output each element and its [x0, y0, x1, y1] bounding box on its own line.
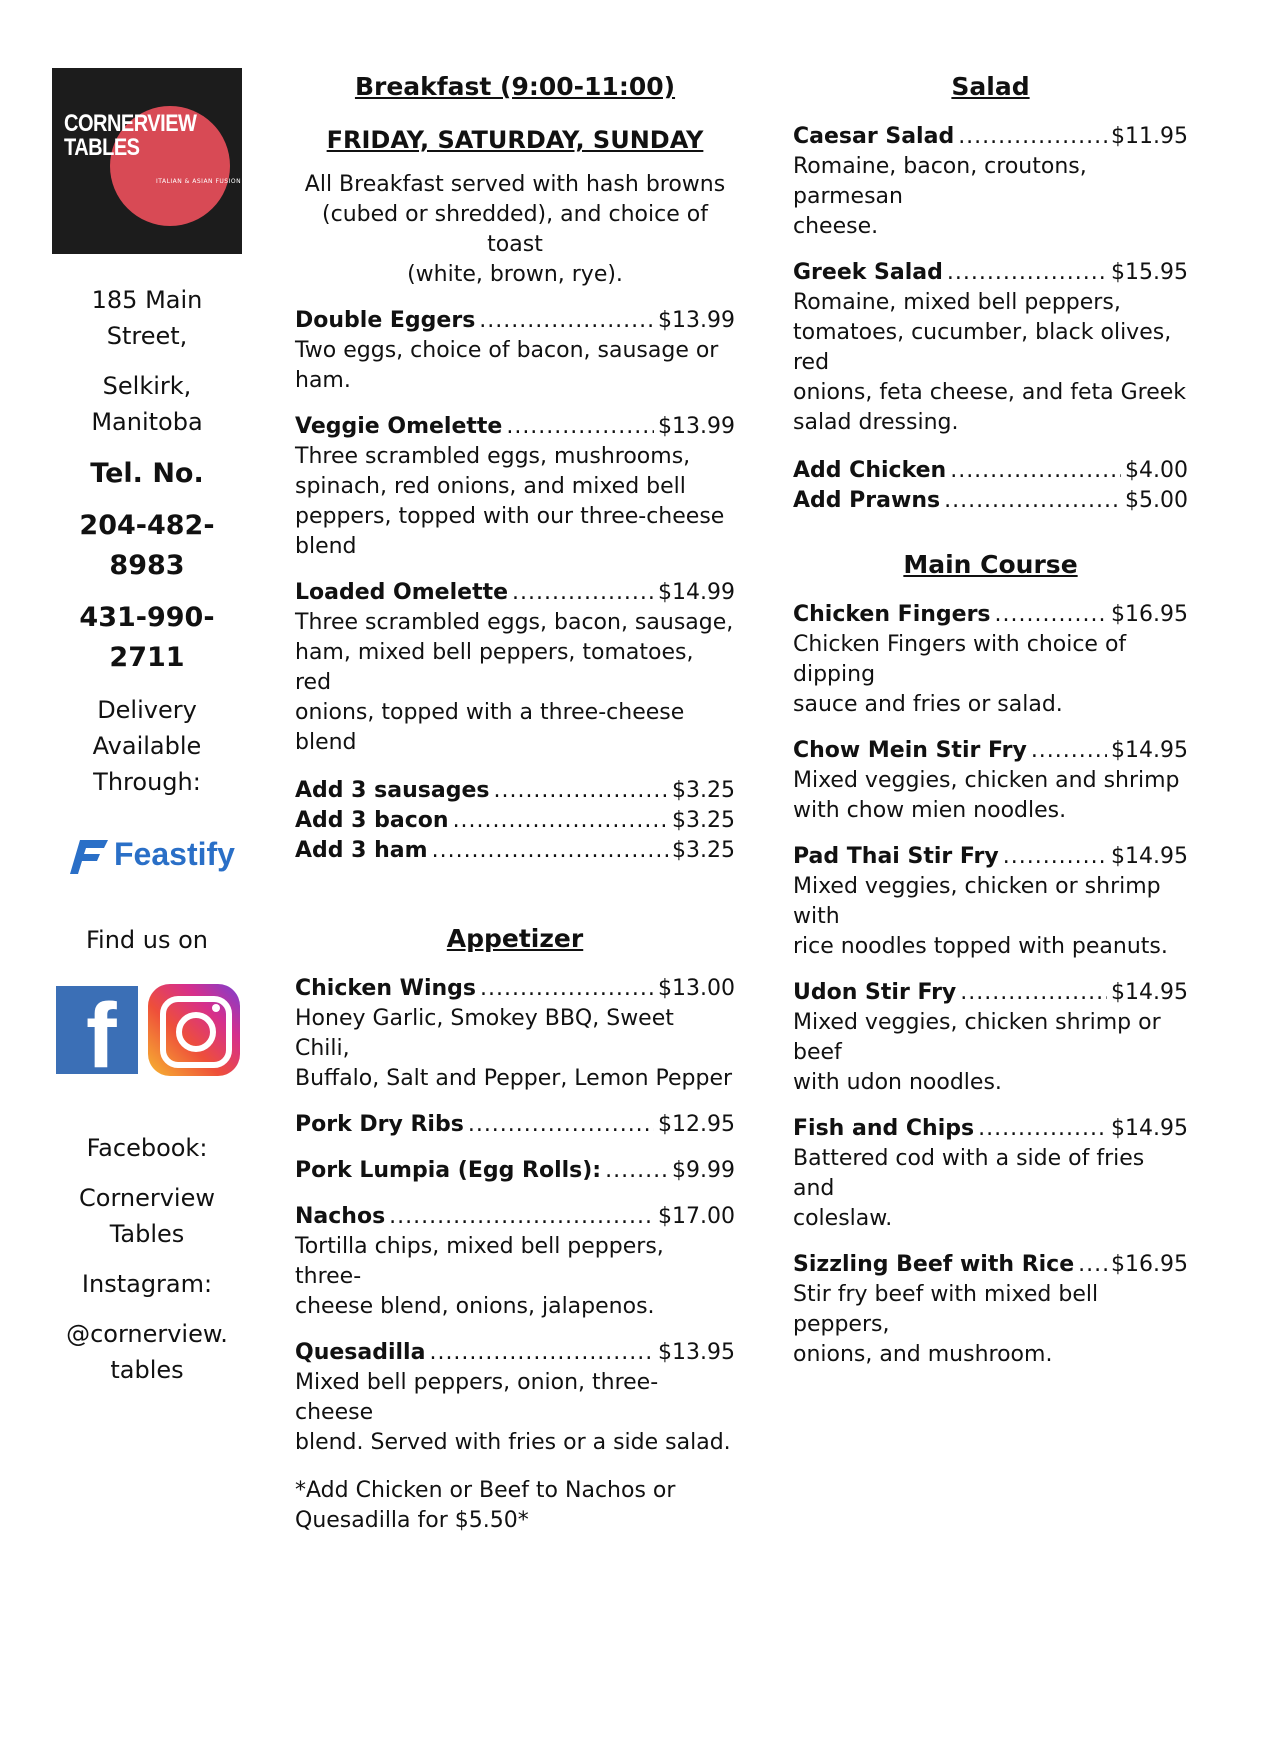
menu-item-price: $13.95 — [658, 1340, 735, 1365]
menu-item-line — [295, 1110, 735, 1140]
menu-item — [295, 1202, 735, 1322]
appetizer-title: Appetizer — [446, 924, 584, 953]
breakfast-days: FRIDAY, SATURDAY, SUNDAY — [326, 126, 704, 154]
instagram-handle — [52, 1316, 242, 1388]
menu-item-description: Mixed bell peppers, onion, three-cheese — [295, 1370, 659, 1425]
intro-line2: (cubed or shredded), and choice of toast — [322, 202, 708, 257]
delivery-text — [52, 692, 242, 800]
menu-item — [295, 1338, 735, 1458]
menu-item — [295, 412, 735, 562]
tel-label: Tel. No. — [90, 458, 204, 489]
salad-title: Salad — [951, 72, 1030, 101]
menu-item-description: Two eggs, choice of bacon, sausage or — [295, 338, 719, 363]
menu-item-line — [295, 1338, 735, 1368]
menu-item-line — [793, 486, 1188, 516]
menu-item-price: $9.99 — [672, 1158, 735, 1183]
menu-item-line — [295, 412, 735, 442]
menu-item-description: Romaine, mixed bell peppers, — [793, 290, 1121, 315]
menu-item-name: Pork Lumpia (Egg Rolls): — [295, 1158, 602, 1183]
menu-item-description: blend. Served with fries or a side salad. — [295, 1430, 731, 1455]
menu-item-price: $14.95 — [1111, 1116, 1188, 1141]
menu-item-description: onions, topped with a three-cheese blend — [295, 700, 685, 755]
intro-line3: (white, brown, rye). — [407, 262, 623, 287]
menu-item-name: Pork Dry Ribs — [295, 1112, 464, 1137]
phone2-line1: 431-990- — [79, 602, 215, 633]
menu-item-name: Sizzling Beef with Rice — [793, 1252, 1075, 1277]
menu-item-description: tomatoes, cucumber, black olives, red — [793, 320, 1172, 375]
menu-item-description: Stir fry beef with mixed bell peppers, — [793, 1282, 1099, 1337]
phone2-line2: 2711 — [109, 642, 185, 673]
dot-leader — [429, 1338, 654, 1368]
menu-item-description: salad dressing. — [793, 410, 959, 435]
menu-item — [295, 806, 735, 836]
sidebar — [52, 68, 242, 1388]
menu-item-description: Chicken Fingers with choice of dipping — [793, 632, 1127, 687]
menu-item-price: $3.25 — [672, 838, 735, 863]
menu-item-description: blend — [295, 534, 357, 559]
dot-leader — [1031, 736, 1107, 766]
menu-item-description: peppers, topped with our three-cheese — [295, 504, 725, 529]
delivery-line3: Through: — [93, 768, 201, 796]
menu-item-name: Greek Salad — [793, 260, 943, 285]
facebook-label: Facebook: — [86, 1134, 208, 1162]
menu-item-price: $12.95 — [658, 1112, 735, 1137]
menu-item-price: $13.99 — [658, 308, 735, 333]
menu-item-description: Battered cod with a side of fries and — [793, 1146, 1145, 1201]
instagram-label: Instagram: — [81, 1270, 213, 1298]
menu-item-description: rice noodles topped with peanuts. — [793, 934, 1168, 959]
menu-item-description: coleslaw. — [793, 1206, 893, 1231]
logo-text-line1: CORNERVIEW — [64, 110, 197, 138]
address — [52, 282, 242, 354]
menu-item — [295, 306, 735, 396]
menu-item-description: Romaine, bacon, croutons, parmesan — [793, 154, 1087, 209]
menu-item-description: onions, and mushroom. — [793, 1342, 1053, 1367]
menu-item-description: with udon noodles. — [793, 1070, 1002, 1095]
address-line1: 185 Main — [91, 286, 203, 314]
facebook-name-line1: Cornerview — [79, 1184, 215, 1212]
menu-item-description: spinach, red onions, and mixed bell — [295, 474, 686, 499]
menu-item — [793, 1114, 1188, 1234]
city-line1: Selkirk, — [102, 372, 192, 400]
dot-leader — [605, 1156, 668, 1186]
instagram-handle-line2: tables — [110, 1356, 184, 1384]
right-column — [793, 68, 1188, 1370]
menu-item — [793, 486, 1188, 516]
menu-item-name: Fish and Chips — [793, 1116, 975, 1141]
menu-item-line — [793, 1114, 1188, 1144]
feastify-name: Feastify — [114, 836, 235, 872]
feastify-logo — [52, 834, 242, 878]
menu-item-line — [295, 776, 735, 806]
middle-column — [295, 68, 735, 1536]
dot-leader — [493, 776, 668, 806]
dot-leader — [512, 578, 654, 608]
menu-item-name: Nachos — [295, 1204, 386, 1229]
menu-item — [295, 1156, 735, 1186]
menu-item-description: Three scrambled eggs, mushrooms, — [295, 444, 691, 469]
menu-item-description: Honey Garlic, Smokey BBQ, Sweet Chili, — [295, 1006, 674, 1061]
menu-item-price: $16.95 — [1111, 1252, 1188, 1277]
feastify-icon — [70, 838, 110, 876]
menu-item — [793, 456, 1188, 486]
menu-item-name: Veggie Omelette — [295, 414, 503, 439]
menu-item — [793, 600, 1188, 720]
menu-item-price: $4.00 — [1125, 458, 1188, 483]
menu-item-price: $3.25 — [672, 778, 735, 803]
menu-item-description: onions, feta cheese, and feta Greek — [793, 380, 1187, 405]
menu-item-price: $14.95 — [1111, 980, 1188, 1005]
breakfast-addons — [295, 776, 735, 866]
breakfast-title: Breakfast (9:00-11:00) — [354, 72, 676, 101]
dot-leader — [950, 456, 1121, 486]
delivery-line1: Delivery — [97, 696, 197, 724]
dot-leader — [479, 306, 654, 336]
social-icons — [52, 980, 242, 1087]
facebook-name-line2: Tables — [109, 1220, 185, 1248]
appetizer-note — [295, 1476, 735, 1536]
menu-item-price: $11.95 — [1111, 124, 1188, 149]
menu-item-price: $14.99 — [658, 580, 735, 605]
menu-item-description: ham. — [295, 368, 351, 393]
instagram-icon — [148, 984, 240, 1076]
logo-tagline: ITALIAN & ASIAN FUSION — [156, 178, 242, 185]
dot-leader — [453, 806, 668, 836]
menu-item — [295, 836, 735, 866]
menu-item-line — [295, 1156, 735, 1186]
menu-item — [793, 258, 1188, 438]
menu-item — [793, 122, 1188, 242]
salad-items — [793, 122, 1188, 438]
logo-text — [64, 112, 204, 160]
menu-item-price: $15.95 — [1111, 260, 1188, 285]
appetizer-items — [295, 974, 735, 1458]
menu-item-description: cheese. — [793, 214, 879, 239]
menu-item-line — [793, 258, 1188, 288]
city-line2: Manitoba — [91, 408, 203, 436]
menu-item — [295, 1110, 735, 1140]
menu-item-price: $14.95 — [1111, 738, 1188, 763]
restaurant-logo — [52, 68, 242, 254]
menu-item-price: $16.95 — [1111, 602, 1188, 627]
menu-item-name: Caesar Salad — [793, 124, 955, 149]
menu-item-price: $17.00 — [658, 1204, 735, 1229]
dot-leader — [432, 836, 668, 866]
breakfast-items — [295, 306, 735, 758]
menu-item-name: Add 3 ham — [295, 838, 428, 863]
menu-item — [793, 978, 1188, 1098]
menu-item-price: $3.25 — [672, 808, 735, 833]
menu-item — [793, 1250, 1188, 1370]
menu-item — [793, 736, 1188, 826]
breakfast-intro — [295, 170, 735, 290]
menu-item-name: Double Eggers — [295, 308, 476, 333]
menu-item-name: Chow Mein Stir Fry — [793, 738, 1027, 763]
menu-item — [295, 974, 735, 1094]
dot-leader — [947, 258, 1107, 288]
menu-item-line — [295, 836, 735, 866]
menu-item-line — [793, 736, 1188, 766]
address-line2: Street, — [106, 322, 188, 350]
phone-number-2 — [52, 598, 242, 678]
menu-item — [793, 842, 1188, 962]
menu-item-name: Add 3 bacon — [295, 808, 449, 833]
dot-leader — [944, 486, 1121, 516]
menu-item-name: Loaded Omelette — [295, 580, 509, 605]
note-line1: *Add Chicken or Beef to Nachos or — [295, 1478, 676, 1503]
phone1-line2: 8983 — [109, 550, 185, 581]
menu-item-line — [793, 122, 1188, 152]
menu-item-name: Add Chicken — [793, 458, 947, 483]
menu-item-description: cheese blend, onions, jalapenos. — [295, 1294, 655, 1319]
menu-item-description: Tortilla chips, mixed bell peppers, three- — [295, 1234, 664, 1289]
dot-leader — [468, 1110, 654, 1140]
menu-item-line — [793, 456, 1188, 486]
menu-item-line — [295, 306, 735, 336]
facebook-name — [52, 1180, 242, 1252]
dot-leader — [960, 978, 1107, 1008]
menu-item-name: Add 3 sausages — [295, 778, 490, 803]
dot-leader — [1078, 1250, 1107, 1280]
dot-leader — [389, 1202, 654, 1232]
menu-item-description: Mixed veggies, chicken shrimp or beef — [793, 1010, 1161, 1065]
note-line2: Quesadilla for $5.50* — [295, 1508, 529, 1533]
dot-leader — [506, 412, 654, 442]
menu-item-description: Buffalo, Salt and Pepper, Lemon Pepper — [295, 1066, 733, 1091]
menu-item-name: Chicken Wings — [295, 976, 476, 1001]
city — [52, 368, 242, 440]
menu-item-line — [295, 578, 735, 608]
facebook-icon: f — [56, 986, 138, 1074]
menu-item-name: Pad Thai Stir Fry — [793, 844, 999, 869]
menu-item-description: Three scrambled eggs, bacon, sausage, — [295, 610, 734, 635]
delivery-line2: Available — [92, 732, 202, 760]
menu-item-line — [793, 600, 1188, 630]
main-course-items — [793, 600, 1188, 1370]
menu-item-line — [295, 806, 735, 836]
menu-item-line — [793, 978, 1188, 1008]
dot-leader — [958, 122, 1107, 152]
find-us-text: Find us on — [85, 926, 209, 954]
menu-item-line — [793, 842, 1188, 872]
menu-item-line — [295, 1202, 735, 1232]
menu-item-name: Quesadilla — [295, 1340, 426, 1365]
menu-item-price: $13.99 — [658, 414, 735, 439]
menu-item-description: Mixed veggies, chicken and shrimp — [793, 768, 1180, 793]
main-course-title: Main Course — [903, 550, 1078, 579]
menu-item-price: $5.00 — [1125, 488, 1188, 513]
menu-item-name: Udon Stir Fry — [793, 980, 957, 1005]
dot-leader — [480, 974, 654, 1004]
menu-item-line — [793, 1250, 1188, 1280]
menu-item-description: Mixed veggies, chicken or shrimp with — [793, 874, 1161, 929]
menu-item-description: ham, mixed bell peppers, tomatoes, red — [295, 640, 694, 695]
menu-item-price: $13.00 — [658, 976, 735, 1001]
menu-item — [295, 776, 735, 806]
dot-leader — [1003, 842, 1107, 872]
salad-addons — [793, 456, 1188, 516]
dot-leader — [978, 1114, 1107, 1144]
menu-item-name: Chicken Fingers — [793, 602, 991, 627]
logo-text-line2: TABLES — [64, 134, 140, 162]
menu-item-line — [295, 974, 735, 1004]
menu-item-description: sauce and fries or salad. — [793, 692, 1063, 717]
menu-item — [295, 578, 735, 758]
phone-number-1 — [52, 506, 242, 586]
menu-item-name: Add Prawns — [793, 488, 941, 513]
menu-item-description: with chow mien noodles. — [793, 798, 1067, 823]
menu-item-price: $14.95 — [1111, 844, 1188, 869]
phone1-line1: 204-482- — [79, 510, 215, 541]
intro-line1: All Breakfast served with hash browns — [304, 172, 726, 197]
dot-leader — [995, 600, 1107, 630]
instagram-handle-line1: @cornerview. — [66, 1320, 228, 1348]
